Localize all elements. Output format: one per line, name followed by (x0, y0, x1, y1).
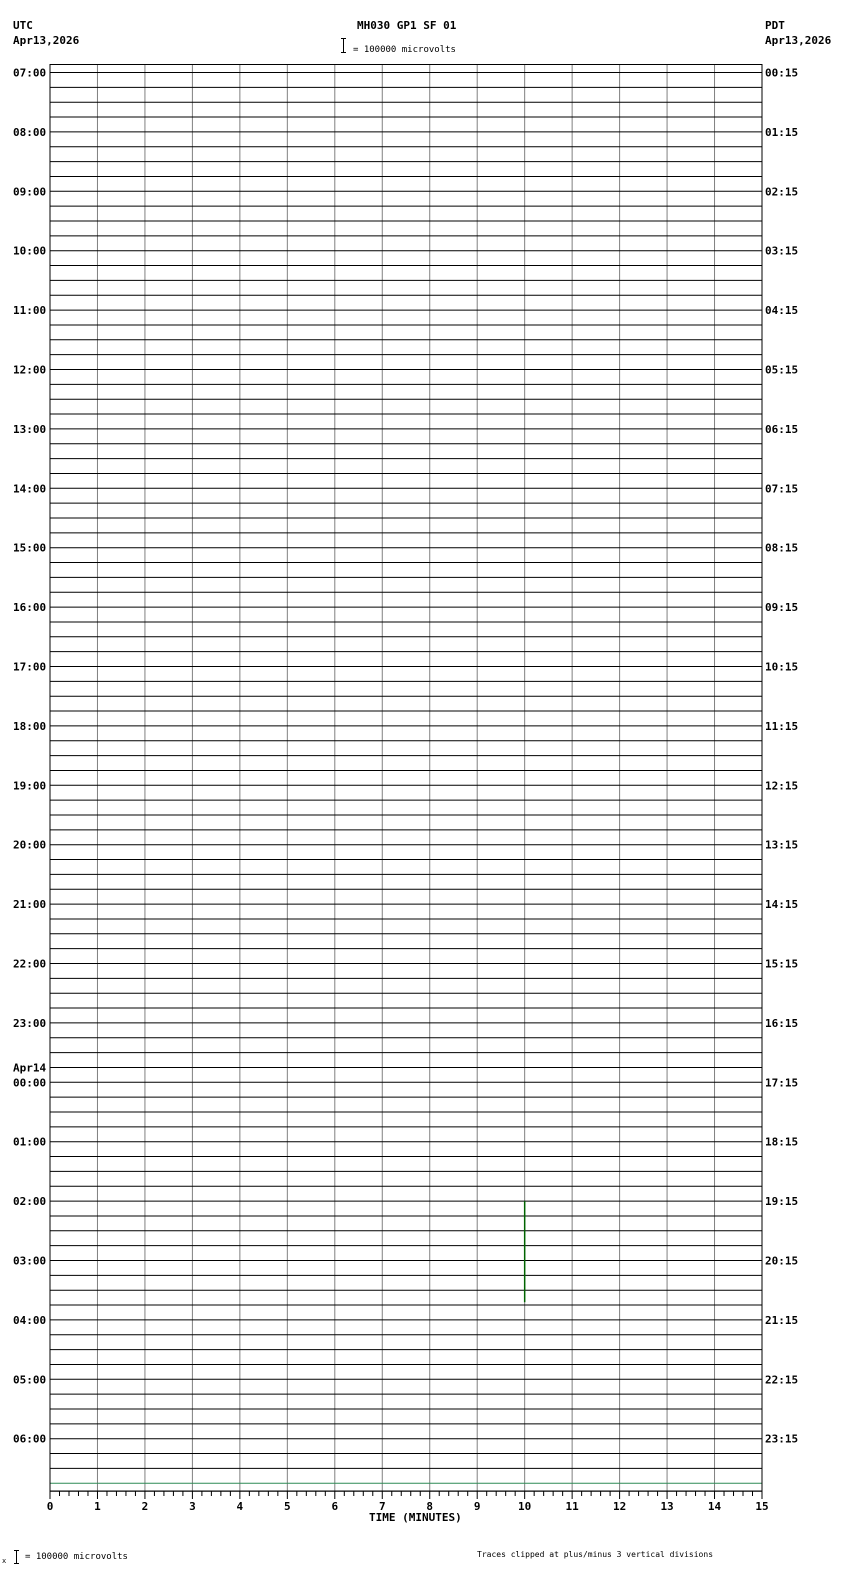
x-tick-label: 11 (565, 1500, 579, 1513)
utc-hour-label: 14:00 (13, 482, 47, 496)
pdt-hour-label: 22:15 (765, 1373, 799, 1387)
x-tick-label: 12 (612, 1500, 627, 1513)
utc-hour-label: 17:00 (13, 660, 47, 674)
utc-hour-label: 05:00 (13, 1373, 47, 1387)
pdt-hour-label: 05:15 (765, 363, 799, 377)
x-tick-label: 4 (236, 1500, 244, 1513)
pdt-hour-label: 21:15 (765, 1313, 799, 1327)
utc-hour-label: 19:00 (13, 779, 47, 793)
utc-hour-label: 07:00 (13, 66, 47, 80)
x-tick-label: 9 (473, 1500, 481, 1513)
pdt-hour-label: 07:15 (765, 482, 799, 496)
x-tick-label: 13 (660, 1500, 674, 1513)
x-tick-label: 10 (518, 1500, 532, 1513)
utc-hour-label: 22:00 (13, 957, 47, 971)
utc-hour-label: 11:00 (13, 304, 47, 318)
clip-note: Traces clipped at plus/minus 3 vertical divisions (477, 1550, 714, 1559)
pdt-hour-label: 08:15 (765, 541, 799, 555)
utc-timezone-label: UTC (13, 19, 33, 32)
x-tick-label: 3 (189, 1500, 196, 1513)
pdt-hour-label: 09:15 (765, 601, 799, 615)
utc-hour-label: 08:00 (13, 125, 47, 139)
pdt-hour-label: 10:15 (765, 660, 799, 674)
pdt-date-label: Apr13,2026 (765, 34, 832, 47)
utc-hour-label: 21:00 (13, 898, 47, 912)
utc-hour-label: 01:00 (13, 1135, 47, 1149)
chart-title: MH030 GP1 SF 01 (357, 19, 457, 32)
pdt-hour-label: 14:15 (765, 898, 799, 912)
svg-text:x: x (2, 1557, 7, 1565)
pdt-hour-label: 06:15 (765, 422, 799, 436)
utc-hour-label: 10:00 (13, 244, 47, 258)
pdt-hour-label: 13:15 (765, 838, 799, 852)
x-tick-label: 0 (46, 1500, 54, 1513)
pdt-hour-label: 02:15 (765, 185, 799, 199)
pdt-hour-label: 01:15 (765, 125, 799, 139)
x-tick-label: 15 (755, 1500, 769, 1513)
utc-date-label: Apr13,2026 (13, 34, 80, 47)
utc-hour-label: 20:00 (13, 838, 47, 852)
utc-hour-label: 04:00 (13, 1313, 47, 1327)
utc-hour-label: 15:00 (13, 541, 47, 555)
pdt-hour-label: 20:15 (765, 1254, 799, 1268)
pdt-hour-label: 23:15 (765, 1432, 799, 1446)
plot-border (50, 65, 762, 1492)
pdt-hour-label: 12:15 (765, 779, 799, 793)
pdt-hour-label: 03:15 (765, 244, 799, 258)
utc-hour-label: 06:00 (13, 1432, 47, 1446)
footer-scale-marker-icon (2, 1549, 22, 1565)
x-tick-label: 14 (707, 1500, 722, 1513)
utc-hour-label: 13:00 (13, 422, 47, 436)
utc-hour-label: 23:00 (13, 1016, 47, 1030)
utc-hour-label: 09:00 (13, 185, 47, 199)
pdt-hour-label: 19:15 (765, 1195, 799, 1209)
pdt-hour-label: 04:15 (765, 304, 799, 318)
date-change-label: Apr14 (13, 1061, 47, 1075)
x-tick-label: 7 (378, 1500, 386, 1513)
x-tick-label: 6 (331, 1500, 339, 1513)
pdt-hour-label: 17:15 (765, 1076, 799, 1090)
scale-label: = 100000 microvolts (353, 45, 456, 55)
x-tick-label: 2 (141, 1500, 149, 1513)
pdt-hour-label: 11:15 (765, 719, 799, 733)
utc-hour-label: 18:00 (13, 719, 47, 733)
pdt-hour-label: 15:15 (765, 957, 799, 971)
utc-hour-label: 16:00 (13, 601, 47, 615)
x-tick-label: 1 (94, 1500, 101, 1513)
utc-hour-label: 12:00 (13, 363, 47, 377)
pdt-hour-label: 16:15 (765, 1016, 799, 1030)
pdt-hour-label: 18:15 (765, 1135, 799, 1149)
x-tick-label: 8 (426, 1500, 434, 1513)
utc-hour-label: 02:00 (13, 1195, 47, 1209)
pdt-hour-label: 00:15 (765, 66, 799, 80)
utc-hour-label: 00:00 (13, 1076, 47, 1090)
pdt-timezone-label: PDT (765, 19, 785, 32)
x-tick-label: 5 (284, 1500, 291, 1513)
footer-scale-label: = 100000 microvolts (25, 1552, 128, 1562)
x-axis-label: TIME (MINUTES) (369, 1511, 462, 1524)
utc-hour-label: 03:00 (13, 1254, 47, 1268)
